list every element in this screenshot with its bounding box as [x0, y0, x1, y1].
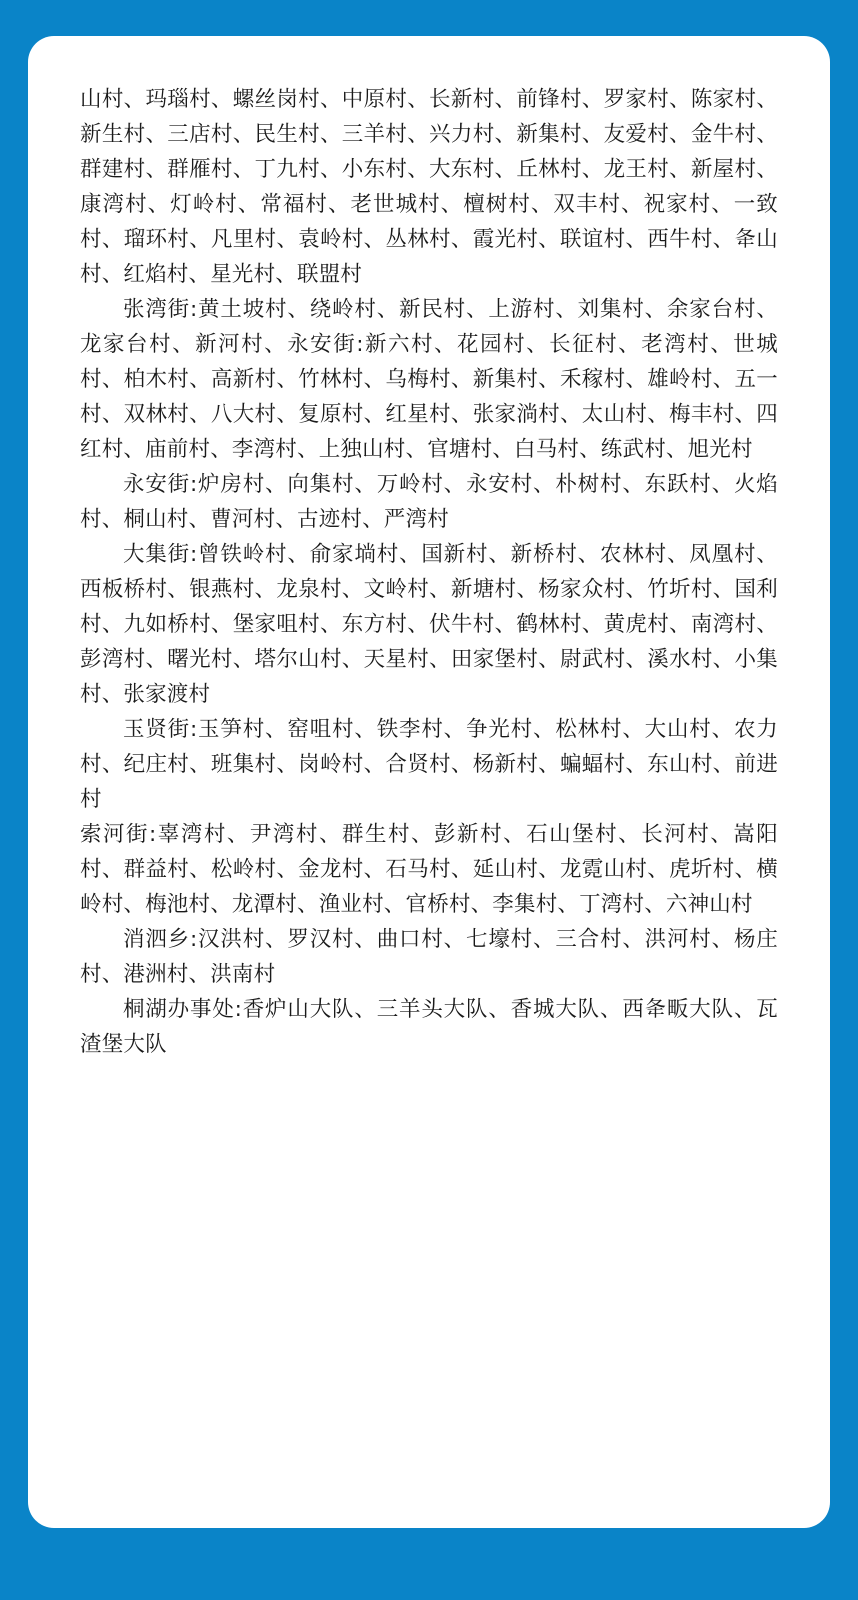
paragraph-village-list-continued: 山村、玛瑙村、螺丝岗村、中原村、长新村、前锋村、罗家村、陈家村、新生村、三店村、民生村、三羊村、兴力村、新集村、友爱村、金牛村、群建村、群雁村、丁九村、小东村、大东村、丘林村、龙王村、新屋村、康湾村、灯岭村、常福村、老世城村、檀树村、双丰村、祝家村、一致村、瑠环村、凡里村、袁岭村、丛林村、霞光村、联谊村、西牛村、夅山村、红焰村、星光村、联盟村: [80, 87, 778, 287]
paragraph-tonghu-office: 桐湖办事处:香炉山大队、三羊头大队、香城大队、西夅畈大队、瓦渣堡大队: [80, 997, 778, 1057]
paragraph-yuxian-street: 玉贤街:玉笋村、窑咀村、铁李村、争光村、松林村、大山村、农力村、纪庄村、班集村、岗岭村、合贤村、杨新村、蝙蝠村、东山村、前进村: [80, 717, 778, 812]
paragraph-suohe-street: 索河街:辜湾村、尹湾村、群生村、彭新村、石山堡村、长河村、嵩阳村、群益村、松岭村、金龙村、石马村、延山村、龙霓山村、虎圻村、横岭村、梅池村、龙潭村、渔业村、官桥村、李集村、丁湾村、六神山村: [80, 822, 778, 917]
paragraph-zhangwan-street: 张湾街:黄土坡村、绕岭村、新民村、上游村、刘集村、余家台村、龙家台村、新河村、永安街:新六村、花园村、长征村、老湾村、世城村、柏木村、高新村、竹林村、乌梅村、新集村、禾稼村、雄岭村、五一村、双林村、八大村、复原村、红星村、张家淌村、太山村、梅丰村、四红村、庙前村、李湾村、上独山村、官塘村、白马村、练武村、旭光村: [80, 297, 778, 462]
paragraph-yongan-street: 永安街:炉房村、向集村、万岭村、永安村、朴树村、东跃村、火焰村、桐山村、曹河村、古迹村、严湾村: [80, 472, 778, 532]
paragraph-daji-street: 大集街:曾铁岭村、俞家埫村、国新村、新桥村、农林村、凤凰村、西板桥村、银燕村、龙泉村、文岭村、新塘村、杨家众村、竹圻村、国利村、九如桥村、堡家咀村、东方村、伏牛村、鹤林村、黄虎村、南湾村、彭湾村、曙光村、塔尔山村、天星村、田家堡村、尉武村、溪水村、小集村、张家渡村: [80, 542, 778, 707]
document-page: [28, 36, 830, 1528]
document-body: [28, 36, 830, 1062]
paragraph-xiaosi-township: 消泗乡:汉洪村、罗汉村、曲口村、七壕村、三合村、洪河村、杨庄村、港洲村、洪南村: [80, 927, 778, 987]
